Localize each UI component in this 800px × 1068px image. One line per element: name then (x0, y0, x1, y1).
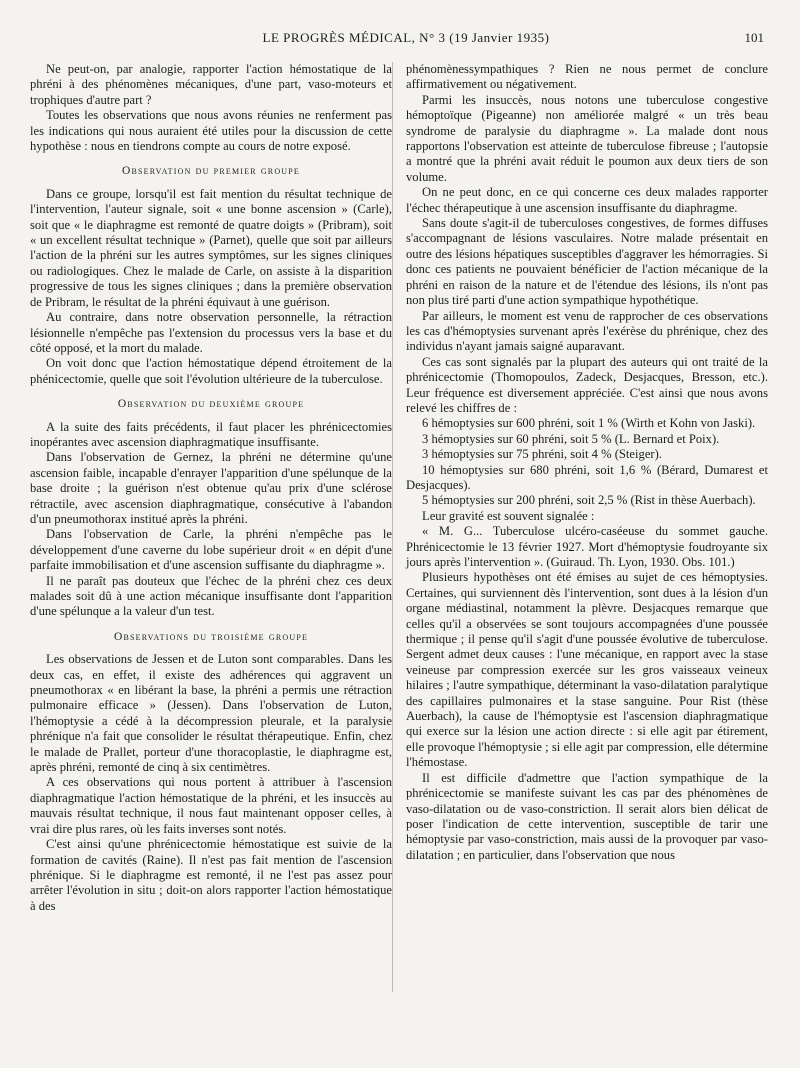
paragraph: Ces cas sont signalés par la plupart des auteurs qui ont traité de la phrénicectomie (Thomopoulos, Zadeck, Desjacques, Bresson, etc.). Leur fréquence est diversement appréciée. C'est ainsi que nous avons relevé les chiffres de : (406, 354, 768, 415)
right-column (406, 62, 768, 914)
section-heading: Observation du deuxième groupe (117, 398, 305, 411)
paragraph: A la suite des faits précédents, il faut placer les phrénicectomies inopérantes avec ascension diaphragmatique insuffisante. (30, 419, 392, 449)
paragraph: A ces observations qui nous portent à attribuer à l'ascension diaphragmatique l'action hémostatique de la phréni, et les insuccès au mauvais résultat technique, il nous faut maintenant opposer celles, à vrai dire plus rares, où les faits inverses sont notés. (30, 775, 392, 836)
paragraph: Dans l'observation de Gernez, la phréni ne détermine qu'une ascension faible, incapable d'enrayer l'apparition d'une spélunque de la base droite ; la guérison n'est obtenue qu'au prix d'une sclérose rétractile, avec ascension diaphragmatique, consécutive à l'abandon d'un pneumothorax institué après la phréni. (30, 450, 392, 526)
paragraph: Dans l'observation de Carle, la phréni n'empêche pas le développement d'une caverne du lobe supérieur droit « en dépit d'une parfaite immobilisation et d'une ascension suffisante du diaphragme ». (30, 527, 392, 573)
section-heading: Observations du troisième groupe (113, 630, 309, 643)
page-header (30, 0, 782, 45)
paragraph: Dans ce groupe, lorsqu'il est fait mention du résultat technique de l'intervention, l'auteur signale, soit « une bonne ascension » (Carle), soit que « le diaphragme est remonté de quatre doigts » (Pribram), soit « un excellent résultat technique » (Parnet), quelle que soit par ailleurs l'action de la phréni sur les autres symptômes, sur les signes cliniques ou radiologiques. Chez le malade de Carle, on assiste à la disparition progressive de tous les signes cliniques ; dans la première observation de Pribram, le résultat de la phréni équivaut à une guérison. (30, 186, 392, 309)
paragraph: Leur gravité est souvent signalée : (422, 508, 595, 523)
paragraph: Il est difficile d'admettre que l'action sympathique de la phrénicectomie se manifeste suivant les cas par des phénomènes de vaso-dilatation ou de vaso-constriction. Il serait alors bien délicat de poser l'indication de cette intervention, susceptible de tarir une hémoptysie par vaso-constriction, mais aussi de la provoquer par vaso-dilatation ; en particulier, dans l'observation que nous (406, 770, 768, 862)
paragraph: phénomènessympathiques ? Rien ne nous permet de conclure affirmativement ou négativement. (406, 62, 768, 92)
paragraph: Toutes les observations que nous avons réunies ne renferment pas les indications qui nous auraient été utiles pour la discussion de cette hypothèse : nous en tiendrons compte au cours de notre exposé. (30, 108, 392, 154)
list-item: 3 hémoptysies sur 75 phréni, soit 4 % (Steiger). (422, 447, 662, 462)
quotation: « M. G... Tuberculose ulcéro-caséeuse du sommet gauche. Phrénicectomie le 13 février 1927. Mort d'hémoptysie foudroyante six jours après l'intervention ». (Guiraud. Th. Lyon, 1930. Obs. 101.) (406, 524, 768, 569)
section-heading: Observation du premier groupe (121, 165, 301, 178)
paragraph: On ne peut donc, en ce qui concerne ces deux malades rapporter l'échec thérapeutique à une ascension insuffisante du diaphragme. (406, 185, 768, 215)
list-item: 10 hémoptysies sur 680 phréni, soit 1,6 % (Bérard, Dumarest et Desjacques). (406, 462, 768, 492)
paragraph: Ne peut-on, par analogie, rapporter l'action hémostatique de la phréni à des phénomènes mécaniques, d'une part, vaso-moteurs et trophiques d'autre part ? (30, 62, 392, 107)
paragraph: Les observations de Jessen et de Luton sont comparables. Dans les deux cas, en effet, il existe des adhérences qui aggravent un pneumothorax « en libérant la base, la phréni a permis une rétraction pulmonaire efficace » (Jessen). Dans l'observation de Luton, l'hémoptysie a cédé à la décompression pleurale, et la paralysie phrénique n'a fait que consolider le résultat thérapeutique. Enfin, chez le malade de Prallet, porteur d'une thoracoplastie, le diaphragme est, après phréni, remonté de cinq à six centimètres. (30, 652, 392, 775)
list-item: 5 hémoptysies sur 200 phréni, soit 2,5 % (Rist in thèse Auerbach). (422, 493, 756, 508)
paragraph: Sans doute s'agit-il de tuberculoses congestives, de formes diffuses s'accompagnant de lésions vasculaires. Notre malade présentait en outre des lésions hépatiques susceptibles d'aggraver les hémorragies. Si donc ces patients ne pouvaient bénéficier de l'action mécanique de la phréni en raison de la nature et de l'étendue des lésions, ils n'ont pas non plus tiré parti d'une action sympathique hypothétique. (406, 216, 768, 308)
list-item: 6 hémoptysies sur 600 phréni, soit 1 % (Wirth et Kohn von Jaski). (422, 416, 756, 431)
column-divider (392, 62, 393, 992)
paragraph: Plusieurs hypothèses ont été émises au sujet de ces hémoptysies. Certaines, qui surviennent dès l'intervention, sont dues à la lésion d'un organe médiastinal, notamment la plèvre. Desjacques remarque que celles qu'il a observées se sont toujours accompagnées d'une poussée thermique ; il pense qu'il s'agit d'une poussée évolutive de tuberculose. Sergent admet deux causes : l'une mécanique, en rapport avec la stase veineuse par compression exercée sur les gros vaisseaux veineux hilaires ; l'autre sympathique, déterminant la vaso-dilatation paralytique des capillaires pulmonaires et la stase sanguine. Pour Rist (thèse Auerbach), la cause de l'hémoptysie est l'ascension diaphragmatique qui exerce sur la lésion une action directe : si elle agit par étirement, elle provoque l'hémoptysie ; si elle agit par compression, elle détermine l'hémostase. (406, 570, 768, 770)
two-column-body (30, 62, 782, 914)
running-title: LE PROGRÈS MÉDICAL, N° 3 (19 Janvier 1935) (262, 30, 550, 45)
paragraph: Parmi les insuccès, nous notons une tuberculose congestive hémoptoïque (Pigeanne) non améliorée malgré « un très beau syndrome de paralysie du diaphragme ». La malade dont nous rapportons l'observation est atteinte de tuberculose fibreuse ; l'autopsie a montré que la phréni avait réduit le poumon aux deux tiers de son volume. (406, 92, 768, 184)
left-column (30, 62, 392, 914)
paragraph: On voit donc que l'action hémostatique dépend étroitement de la phénicectomie, quelle que soit l'évolution ultérieure de la tuberculose. (30, 356, 392, 386)
paragraph: Au contraire, dans notre observation personnelle, la rétraction lésionnelle n'empêche pas l'extension du processus vers la base et du côté opposé, et la mort du malade. (30, 310, 392, 355)
paragraph: C'est ainsi qu'une phrénicectomie hémostatique est suivie de la formation de cavités (Raine). Il n'est pas fait mention de l'ascension phrénique. Si le diaphragme est remonté, il ne l'est pas assez pour arrêter l'évolution in situ ; doit-on alors rapporter l'action hémostatique à des (30, 837, 392, 913)
list-item: 3 hémoptysies sur 60 phréni, soit 5 % (L. Bernard et Poix). (422, 431, 720, 446)
paragraph: Il ne paraît pas douteux que l'échec de la phréni chez ces deux malades soit dû à une action mécanique insuffisante dont l'apparition d'une spélunque a la valeur d'un test. (30, 573, 392, 619)
page-number: 101 (744, 30, 764, 45)
paragraph: Par ailleurs, le moment est venu de rapprocher de ces observations les cas d'hémoptysies survenant après l'exérèse du phrénique, chez des individus n'ayant jamais saigné auparavant. (406, 308, 768, 354)
